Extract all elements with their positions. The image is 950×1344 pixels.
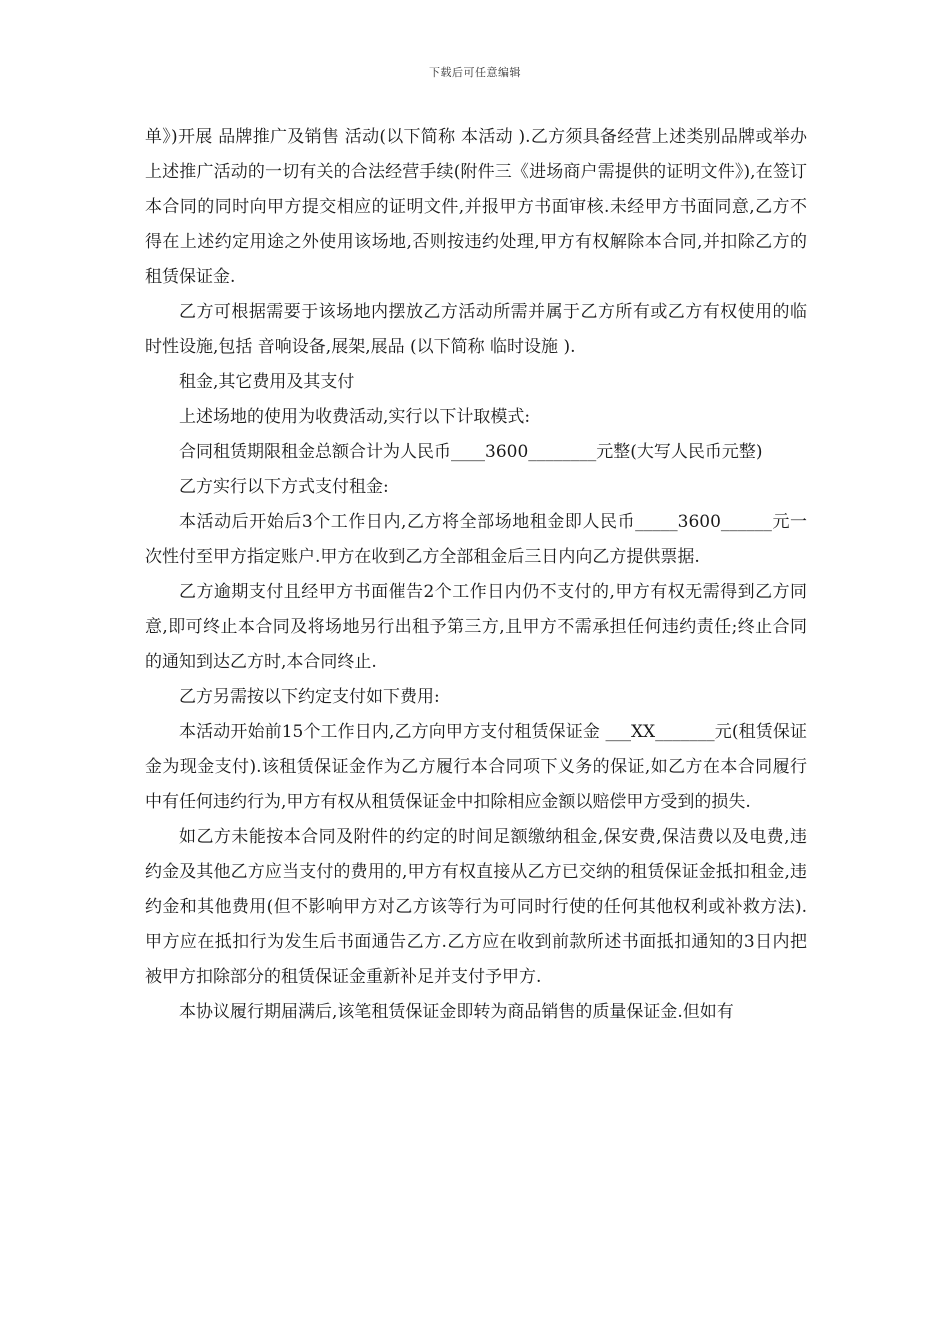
paragraph-quality-deposit: 本协议履行期届满后,该笔租赁保证金即转为商品销售的质量保证金.但如有 [179,1002,734,1022]
paragraph-other-fees: 乙方另需按以下约定支付如下费用: [179,687,440,707]
paragraph-payment-timing: 本活动后开始后3个工作日内,乙方将全部场地租金即人民币_____3600______元一次性付至甲方指定账户.甲方在收到乙方全部租金后三日内向乙方提供票据. [145,512,807,567]
paragraph-deposit-deduction: 如乙方未能按本合同及附件的约定的时间足额缴纳租金,保安费,保洁费以及电费,违约金及其他乙方应当支付的费用的,甲方有权直接从乙方已交纳的租赁保证金抵扣租金,违约金和其他费用(但不影响甲方对乙方该等行为可同时行使的任何其他权利或补救方法).甲方应在抵扣行为发生后书面通告乙方.乙方应在收到前款所述书面抵扣通知的3日内把被甲方扣除部分的租赁保证金重新补足并支付予甲方. [145,827,807,987]
paragraph-charging-mode: 上述场地的使用为收费活动,实行以下计取模式: [179,407,531,427]
paragraph-overdue-payment: 乙方逾期支付且经甲方书面催告2个工作日内仍不支付的,甲方有权无需得到乙方同意,即可终止本合同及将场地另行出租予第三方,且甲方不需承担任何违约责任;终止合同的通知到达乙方时,本合同终止. [145,582,807,672]
paragraph-payment-method: 乙方实行以下方式支付租金: [179,477,389,497]
page-header: 下载后可任意编辑 [429,66,521,79]
document-body [145,120,807,1030]
paragraph-rent-total: 合同租赁期限租金总额合计为人民币____3600________元整(大写人民币元整) [179,442,763,462]
paragraph-temporary-facilities: 乙方可根据需要于该场地内摆放乙方活动所需并属于乙方所有或乙方有权使用的临时性设施,包括 音响设备,展架,展品 (以下简称 临时设施 ). [145,302,807,357]
section-heading-rent-fees: 租金,其它费用及其支付 [179,372,355,392]
paragraph-security-deposit: 本活动开始前15个工作日内,乙方向甲方支付租赁保证金 ___XX_______元(租赁保证金为现金支付).该租赁保证金作为乙方履行本合同项下义务的保证,如乙方在本合同履行中有任何违约行为,甲方有权从租赁保证金中扣除相应金额以赔偿甲方受到的损失. [145,722,807,812]
paragraph-usage-terms: 单》)开展 品牌推广及销售 活动(以下简称 本活动 ).乙方须具备经营上述类别品牌或举办上述推广活动的一切有关的合法经营手续(附件三《进场商户需提供的证明文件》),在签订本合同的同时向甲方提交相应的证明文件,并报甲方书面审核.未经甲方书面同意,乙方不得在上述约定用途之外使用该场地,否则按违约处理,甲方有权解除本合同,并扣除乙方的租赁保证金. [145,127,807,287]
